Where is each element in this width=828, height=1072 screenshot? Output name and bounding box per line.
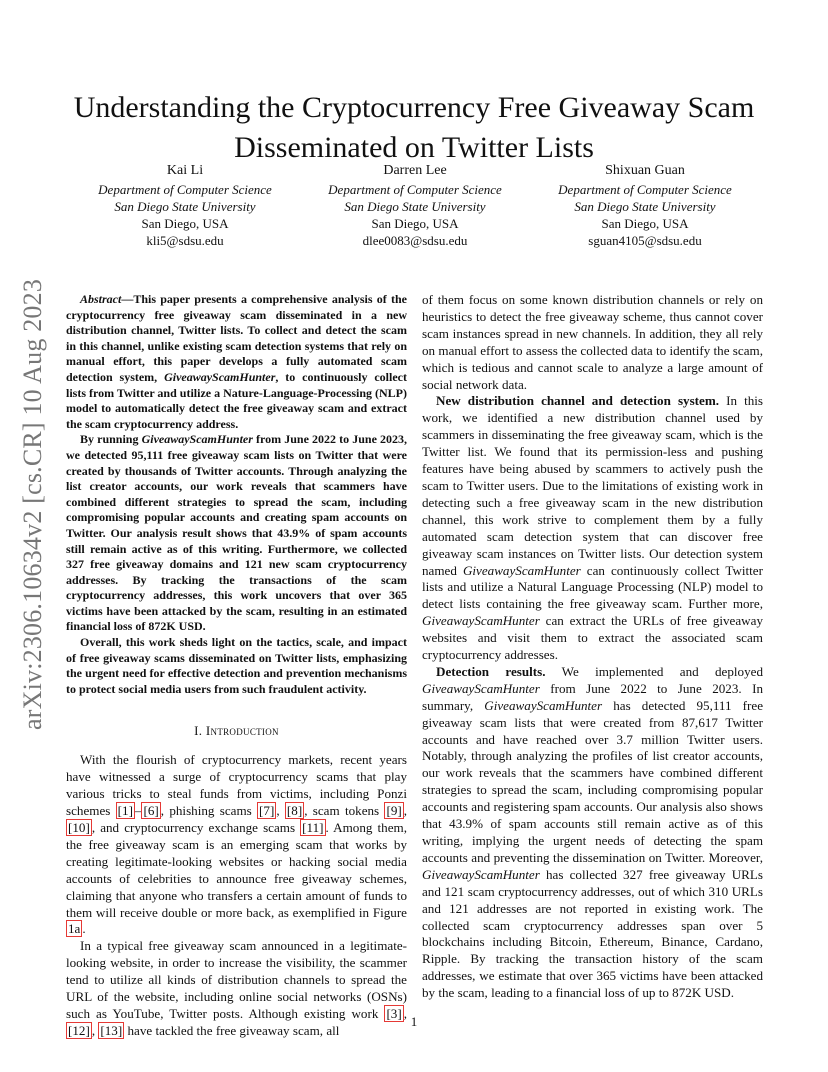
abstract-paragraph xyxy=(66,432,407,635)
abstract-paragraph: Abstract—This paper presents a comprehensive analysis of the cryptocurrency free giveaway scam disseminated in a new distribution channel, Twitter lists. To collect and detect the scam in this channel, unlike existing scam detection systems that rely on manual effort, this paper develops a fully automated scam detection system, GiveawayScamHunter, to continuously collect lists from Twitter and utilize a Nature-Language-Processing (NLP) model to automatically detect the free giveaway scam and extract the scam cryptocurrency address. xyxy=(66,292,408,431)
left-column xyxy=(66,292,407,1040)
paragraph-heading: New distribution channel and detection system. xyxy=(436,393,720,409)
system-name: GiveawayScamHunter xyxy=(422,613,540,629)
section-heading xyxy=(66,723,407,740)
abstract-text: from June 2022 to June 2023, we detected 95,111 free giveaway scam lists on Twitter that were created by thousands of Twitter accounts. Through analyzing the list creator accounts, our work reveals that scammers have combined different strategies to spread the scam, including compromising popular accounts and creating spam accounts on Twitter. Our analysis result shows that 43.9% of spam accounts still remain active as of this writing. Furthermore, we collected 327 free giveaway domains and 121 new scam cryptocurrency addresses. By tracking the transactions of the scam cryptocurrency addresses, this work uncovers that over 365 victims have been attacked by the scam, resulting in an estimated financial loss of 872K USD. xyxy=(66,432,407,634)
author-dept: Department of Computer Science xyxy=(98,182,272,197)
page-number: 1 xyxy=(410,1014,418,1029)
author-univ: San Diego State University xyxy=(114,199,256,214)
author-name: Shixuan Guan xyxy=(605,163,685,178)
author-email: dlee0083@sdsu.edu xyxy=(362,233,468,248)
section-number: I. xyxy=(194,723,203,739)
author-block xyxy=(80,162,750,249)
abstract-paragraph: Overall, this work sheds light on the tactics, scale, and impact of free giveaway scams disseminated on Twitter lists, emphasizing the urgent need for effective detection and prevention mechanisms to protect social media users from such fraudulent activity. xyxy=(66,635,407,696)
paper-title: Understanding the Cryptocurrency Free Giveaway Scam Disseminated on Twitter Lists xyxy=(73,91,755,165)
author-location: San Diego, USA xyxy=(141,216,229,231)
author-2 xyxy=(310,162,520,249)
system-name: GiveawayScamHunter xyxy=(164,369,276,384)
citation-link[interactable]: [6] xyxy=(143,803,159,819)
author-location: San Diego, USA xyxy=(601,216,689,231)
author-univ: San Diego State University xyxy=(574,199,716,214)
author-dept: Department of Computer Science xyxy=(328,182,502,197)
citation-link[interactable]: [12] xyxy=(68,1022,90,1038)
system-name: GiveawayScamHunter xyxy=(462,562,581,578)
author-3 xyxy=(540,162,750,249)
citation-link[interactable]: [11] xyxy=(302,819,324,835)
citation-link[interactable]: [3] xyxy=(386,1005,402,1021)
author-location: San Diego, USA xyxy=(371,216,459,231)
arxiv-identifier: arXiv:2306.10634v2 [cs.CR] 10 Aug 2023 xyxy=(18,278,47,730)
body-paragraph: New distribution channel and detection system. In this work, we identified a new distribution channel used by scammers in disseminating the free giveaway scam, which is the Twitter list. We found that its permission-less and pushing features have being abused by scammers to actively push the scam to Twitter users. Due to the limitations of existing work in detecting such a free giveaway scam in the new distribution channel, this work strive to complement them by a fully automated scam detection system that can discover free giveaway scam instances on Twitter lists. Our detection system named GiveawayScamHunter can continuously collect Twitter lists and utilize a Natural Language Processing (NLP) model to detect lists containing the free giveaway scam. Further more, GiveawayScamHunter can extract the URLs of free giveaway websites and visit them to extract the associated scam cryptocurrency addresses. xyxy=(422,393,763,663)
author-1 xyxy=(80,162,290,249)
system-name: GiveawayScamHunter xyxy=(484,697,603,713)
paragraph-heading: Detection results. xyxy=(436,663,546,679)
system-name: GiveawayScamHunter xyxy=(422,680,540,696)
abstract-text: , to continuously collect lists from Twitter and utilize a Nature-Language-Processing (NLP) model to automatically detect the free giveaway scam and extract the scam cryptocurrency address. xyxy=(66,369,408,431)
author-name: Darren Lee xyxy=(383,163,447,178)
abstract-text: This paper presents a comprehensive analysis of the cryptocurrency free giveaway scam disseminated in a new distribution channel, Twitter lists. To collect and detect the scam in this channel, unlike existing scam detection systems that rely on manual effort, this paper develops a fully automated scam detection system, xyxy=(66,292,407,384)
section-title: Introduction xyxy=(205,723,279,739)
abstract-text: By running xyxy=(80,432,142,447)
citation-link[interactable]: [1] xyxy=(117,803,133,819)
body-paragraph: Detection results. We implemented and deployed GiveawayScamHunter from June 2022 to June 2023. In summary, GiveawayScamHunter has detected 95,111 free giveaway scam lists that were created from 87,617 Twitter accounts and have reached over 3.7 million Twitter users. Notably, through analyzing the profiles of list creator accounts, our work reveals that the scammers have combined different strategies to spread the scam, including compromising popular accounts and registering spam accounts. Our analysis also shows that 43.9% of spam accounts still remain active as of this writing, implying the urgent needs of detecting the spam accounts and preventing the dissemination on Twitter. Moreover, GiveawayScamHunter has collected 327 free giveaway URLs and 121 scam cryptocurrency addresses, out of which 310 URLs and 121 addresses are not reported in existing work. The collected scam cryptocurrency addresses span over 5 blockchains including Bitcoin, Ethereum, Binance, Cardano, Ripple. By tracking the transaction history of the scam addresses, we estimate that over 365 victims have been attacked by the scam, leading to a financial loss of up to 872K USD. xyxy=(422,663,763,1001)
author-email: sguan4105@sdsu.edu xyxy=(588,233,702,248)
citation-link[interactable]: [13] xyxy=(100,1022,123,1038)
citation-link[interactable]: [9] xyxy=(386,803,402,819)
system-name: GiveawayScamHunter xyxy=(422,866,540,882)
abstract xyxy=(66,292,407,697)
system-name: GiveawayScamHunter xyxy=(141,432,253,447)
author-univ: San Diego State University xyxy=(344,199,486,214)
author-dept: Department of Computer Science xyxy=(558,182,732,197)
citation-link[interactable]: [10] xyxy=(68,819,90,835)
abstract-label: Abstract xyxy=(80,292,122,306)
body-paragraph: In a typical free giveaway scam announced in a legitimate-looking website, in order to increase the visibility, the scammer tend to utilize all kinds of distribution channels to spread the URL of the website, including online social networks (OSNs) such as YouTube, Twitter posts. Although existing work [3] , [12] , [13] have tackled the free giveaway scam, all xyxy=(66,938,407,1038)
body-paragraph: With the flourish of cryptocurrency markets, recent years have witnessed a surge of cryptocurrency scams that play various tricks to steal funds from victims, including Ponzi schemes [1] – [6] , phishing scams [7] , [8] , scam tokens [9] , [10] , and cryptocurrency exchange scams [11] . Among them, the free giveaway scam is an emerging scam that works by creating legitimate-looking websites or hacking social media accounts of celebrities to announce free giveaway schemes, claiming that anyone who transfers a certain amount of funds to them will receive double or more back, as exemplified in Figure 1a . xyxy=(66,752,408,937)
body-paragraph: of them focus on some known distribution channels or rely on heuristics to detect the free giveaway scheme, thus cannot cover scam instances spread in new channels. In addition, they all rely on manual effort to assess the collected data to identify the scam, which is tedious and cannot scale to analyze a large amount of social network data. xyxy=(422,292,763,392)
author-name: Kai Li xyxy=(166,163,204,178)
figure-link[interactable]: 1a xyxy=(68,921,81,937)
right-column xyxy=(422,292,763,1002)
citation-link[interactable]: [7] xyxy=(259,803,275,819)
author-email: kli5@sdsu.edu xyxy=(146,233,224,248)
citation-link[interactable]: [8] xyxy=(286,803,303,819)
